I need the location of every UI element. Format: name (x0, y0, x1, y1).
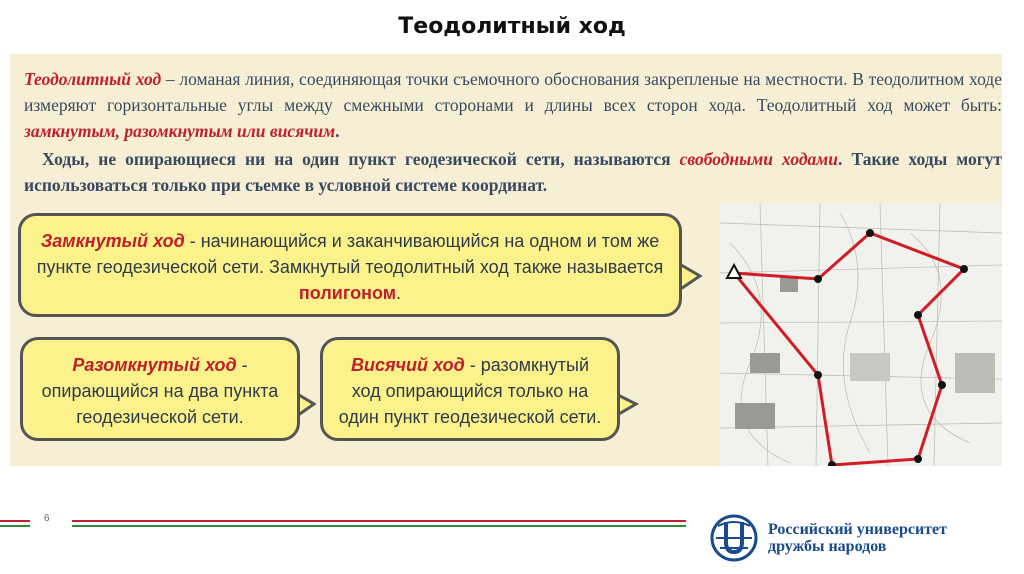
open-traverse-callout (20, 337, 300, 441)
intro-period: . (335, 121, 340, 141)
slide-title: Теодолитный ход (398, 14, 626, 39)
intro-term: Теодолитный ход (24, 69, 162, 89)
open-text: - опирающийся на два пункта геодезической сети. (41, 355, 279, 427)
open-term: Разомкнутый ход (72, 355, 237, 375)
traverse-map (720, 203, 1002, 466)
closed-end: . (396, 283, 402, 303)
footer-line-red (72, 520, 686, 522)
closed-emphasis: полигоном (298, 283, 397, 303)
intro-types: замкнутым, разомкнутым или висячим (24, 121, 336, 141)
free-traverse-term: свободными ходами (679, 149, 839, 169)
rudn-logo-icon (708, 512, 760, 564)
footer-line-left-green (0, 525, 30, 527)
traverse-map-drawing (720, 203, 1002, 466)
university-line2: дружбы народов (768, 538, 887, 555)
university-name (768, 521, 947, 555)
footer-line-left-red (0, 520, 30, 522)
free-traverse-text-after: . Такие ходы могут использоваться только при съемке в условной системе координат. (24, 149, 1003, 195)
intro-text: – ломаная линия, соединяющая точки съемочного обоснования закрепленые на местности. В теодолитном ходе измеряют горизонтальные углы между смежными сторонами и длины всех сторон хода. Теодолитный ход может быть: (24, 69, 1002, 115)
hanging-text: - разомкнутый ход опирающийся только на один пункт геодезической сети. (338, 355, 602, 427)
hanging-traverse-callout (320, 337, 620, 441)
closed-text: - начинающийся и заканчивающийся на одном и том же пункте геодезической сети. Замкнутый теодолитный ход также называется (36, 231, 664, 277)
free-traverse-text-before: Ходы, не опирающиеся ни на один пункт геодезической сети, называются (42, 149, 680, 169)
page-number: 6 (44, 513, 50, 524)
closed-traverse-callout (18, 213, 682, 317)
hanging-term: Висячий ход (350, 355, 465, 375)
footer-line-green (72, 525, 686, 527)
closed-term: Замкнутый ход (40, 231, 185, 251)
university-line1: Российский университет (768, 521, 947, 538)
